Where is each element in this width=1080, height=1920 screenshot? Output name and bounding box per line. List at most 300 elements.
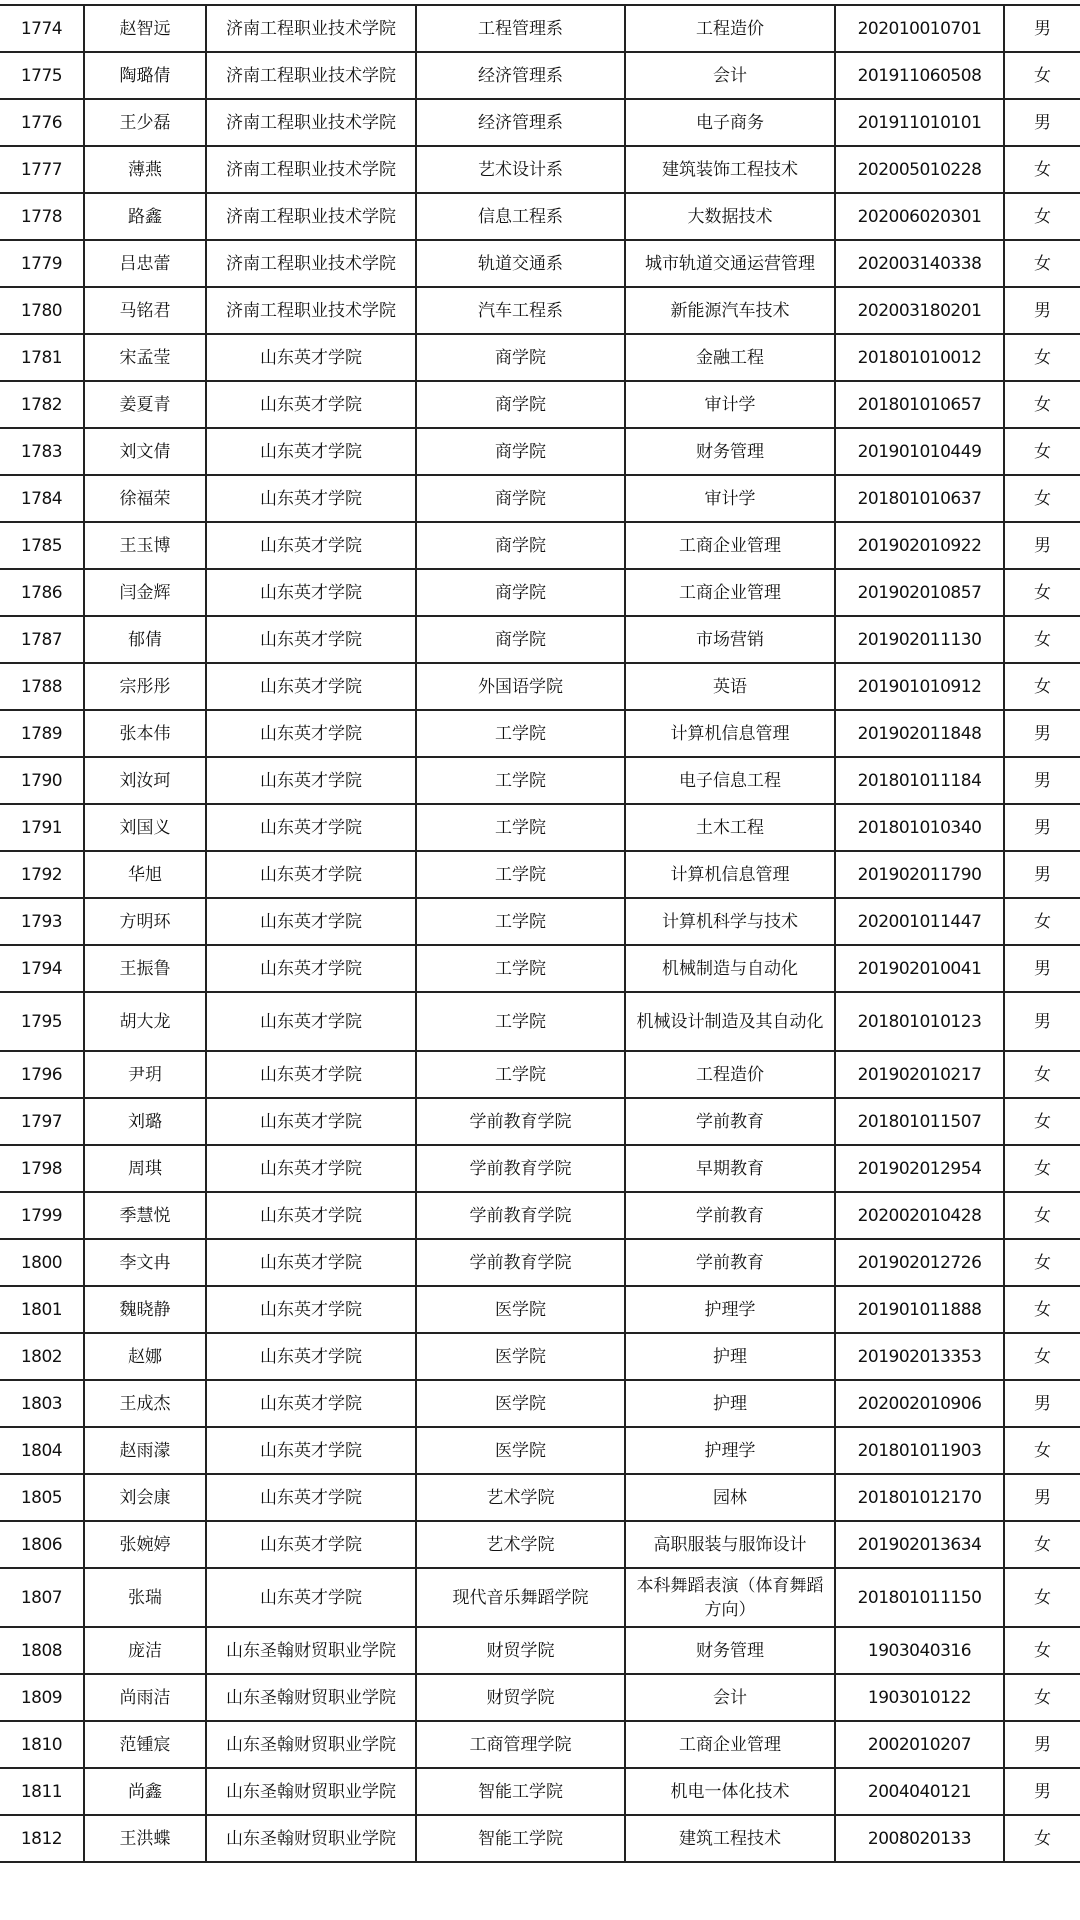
row-number-cell: 1798 bbox=[0, 1145, 84, 1192]
table-row bbox=[0, 240, 1080, 287]
row-number-cell: 1794 bbox=[0, 945, 84, 992]
major-cell: 机械制造与自动化 bbox=[625, 945, 835, 992]
school-cell: 山东英才学院 bbox=[206, 1098, 416, 1145]
department-cell: 信息工程系 bbox=[416, 193, 625, 240]
school-cell: 山东英才学院 bbox=[206, 898, 416, 945]
student-id-cell: 201801010012 bbox=[835, 334, 1004, 381]
table-row bbox=[0, 851, 1080, 898]
student-name-cell: 周琪 bbox=[84, 1145, 206, 1192]
student-name-cell: 闫金辉 bbox=[84, 569, 206, 616]
department-cell: 商学院 bbox=[416, 616, 625, 663]
student-name-cell: 姜夏青 bbox=[84, 381, 206, 428]
department-cell: 工学院 bbox=[416, 898, 625, 945]
student-name-cell: 魏晓静 bbox=[84, 1286, 206, 1333]
major-cell: 审计学 bbox=[625, 381, 835, 428]
major-cell: 学前教育 bbox=[625, 1192, 835, 1239]
major-cell: 会计 bbox=[625, 1674, 835, 1721]
table-row bbox=[0, 1380, 1080, 1427]
gender-cell: 女 bbox=[1004, 569, 1080, 616]
gender-cell: 女 bbox=[1004, 1333, 1080, 1380]
student-name-cell: 宗彤彤 bbox=[84, 663, 206, 710]
school-cell: 山东英才学院 bbox=[206, 1568, 416, 1627]
student-id-cell: 201902012726 bbox=[835, 1239, 1004, 1286]
major-cell: 土木工程 bbox=[625, 804, 835, 851]
student-id-cell: 2008020133 bbox=[835, 1815, 1004, 1862]
gender-cell: 女 bbox=[1004, 1239, 1080, 1286]
student-name-cell: 刘汝珂 bbox=[84, 757, 206, 804]
student-id-cell: 201801012170 bbox=[835, 1474, 1004, 1521]
table-row bbox=[0, 1768, 1080, 1815]
row-number-cell: 1782 bbox=[0, 381, 84, 428]
student-name-cell: 庞洁 bbox=[84, 1627, 206, 1674]
student-name-cell: 赵智远 bbox=[84, 5, 206, 52]
row-number-cell: 1806 bbox=[0, 1521, 84, 1568]
department-cell: 商学院 bbox=[416, 569, 625, 616]
major-cell: 高职服装与服饰设计 bbox=[625, 1521, 835, 1568]
gender-cell: 男 bbox=[1004, 804, 1080, 851]
gender-cell: 男 bbox=[1004, 710, 1080, 757]
table-row bbox=[0, 898, 1080, 945]
table-row bbox=[0, 52, 1080, 99]
department-cell: 商学院 bbox=[416, 334, 625, 381]
row-number-cell: 1797 bbox=[0, 1098, 84, 1145]
table-row bbox=[0, 710, 1080, 757]
student-name-cell: 刘会康 bbox=[84, 1474, 206, 1521]
school-cell: 山东英才学院 bbox=[206, 1239, 416, 1286]
row-number-cell: 1807 bbox=[0, 1568, 84, 1627]
major-cell: 工商企业管理 bbox=[625, 522, 835, 569]
department-cell: 艺术学院 bbox=[416, 1521, 625, 1568]
row-number-cell: 1791 bbox=[0, 804, 84, 851]
row-number-cell: 1786 bbox=[0, 569, 84, 616]
student-id-cell: 201902011130 bbox=[835, 616, 1004, 663]
department-cell: 艺术学院 bbox=[416, 1474, 625, 1521]
department-cell: 学前教育学院 bbox=[416, 1145, 625, 1192]
school-cell: 济南工程职业技术学院 bbox=[206, 99, 416, 146]
row-number-cell: 1788 bbox=[0, 663, 84, 710]
gender-cell: 女 bbox=[1004, 1568, 1080, 1627]
student-id-cell: 202005010228 bbox=[835, 146, 1004, 193]
gender-cell: 女 bbox=[1004, 381, 1080, 428]
student-id-cell: 201911060508 bbox=[835, 52, 1004, 99]
department-cell: 现代音乐舞蹈学院 bbox=[416, 1568, 625, 1627]
student-id-cell: 202002010906 bbox=[835, 1380, 1004, 1427]
major-cell: 财务管理 bbox=[625, 428, 835, 475]
department-cell: 汽车工程系 bbox=[416, 287, 625, 334]
major-cell: 早期教育 bbox=[625, 1145, 835, 1192]
student-id-cell: 201801011150 bbox=[835, 1568, 1004, 1627]
school-cell: 山东圣翰财贸职业学院 bbox=[206, 1721, 416, 1768]
major-cell: 会计 bbox=[625, 52, 835, 99]
student-name-cell: 薄燕 bbox=[84, 146, 206, 193]
major-cell: 学前教育 bbox=[625, 1098, 835, 1145]
school-cell: 山东英才学院 bbox=[206, 1474, 416, 1521]
school-cell: 山东英才学院 bbox=[206, 1145, 416, 1192]
school-cell: 山东英才学院 bbox=[206, 1051, 416, 1098]
major-cell: 工程造价 bbox=[625, 5, 835, 52]
department-cell: 工学院 bbox=[416, 757, 625, 804]
table-row bbox=[0, 992, 1080, 1051]
row-number-cell: 1804 bbox=[0, 1427, 84, 1474]
major-cell: 学前教育 bbox=[625, 1239, 835, 1286]
row-number-cell: 1775 bbox=[0, 52, 84, 99]
table-row bbox=[0, 381, 1080, 428]
major-cell: 电子信息工程 bbox=[625, 757, 835, 804]
major-cell: 电子商务 bbox=[625, 99, 835, 146]
gender-cell: 女 bbox=[1004, 1627, 1080, 1674]
row-number-cell: 1805 bbox=[0, 1474, 84, 1521]
student-name-cell: 尚雨洁 bbox=[84, 1674, 206, 1721]
table-row bbox=[0, 146, 1080, 193]
major-cell: 护理 bbox=[625, 1380, 835, 1427]
school-cell: 山东英才学院 bbox=[206, 1192, 416, 1239]
gender-cell: 女 bbox=[1004, 475, 1080, 522]
student-id-cell: 201901010449 bbox=[835, 428, 1004, 475]
student-id-cell: 201801011184 bbox=[835, 757, 1004, 804]
gender-cell: 男 bbox=[1004, 5, 1080, 52]
department-cell: 工学院 bbox=[416, 804, 625, 851]
department-cell: 轨道交通系 bbox=[416, 240, 625, 287]
gender-cell: 男 bbox=[1004, 99, 1080, 146]
table-row bbox=[0, 1051, 1080, 1098]
gender-cell: 男 bbox=[1004, 287, 1080, 334]
table-row bbox=[0, 1721, 1080, 1768]
student-id-cell: 201902010041 bbox=[835, 945, 1004, 992]
major-cell: 建筑装饰工程技术 bbox=[625, 146, 835, 193]
major-cell: 计算机科学与技术 bbox=[625, 898, 835, 945]
school-cell: 济南工程职业技术学院 bbox=[206, 146, 416, 193]
major-cell: 建筑工程技术 bbox=[625, 1815, 835, 1862]
gender-cell: 女 bbox=[1004, 1286, 1080, 1333]
row-number-cell: 1808 bbox=[0, 1627, 84, 1674]
table-row bbox=[0, 1674, 1080, 1721]
department-cell: 经济管理系 bbox=[416, 99, 625, 146]
row-number-cell: 1780 bbox=[0, 287, 84, 334]
department-cell: 智能工学院 bbox=[416, 1815, 625, 1862]
department-cell: 商学院 bbox=[416, 522, 625, 569]
major-cell: 新能源汽车技术 bbox=[625, 287, 835, 334]
student-id-cell: 201902010922 bbox=[835, 522, 1004, 569]
table-row bbox=[0, 287, 1080, 334]
row-number-cell: 1789 bbox=[0, 710, 84, 757]
row-number-cell: 1777 bbox=[0, 146, 84, 193]
table-row bbox=[0, 475, 1080, 522]
department-cell: 学前教育学院 bbox=[416, 1098, 625, 1145]
department-cell: 商学院 bbox=[416, 428, 625, 475]
table-row bbox=[0, 945, 1080, 992]
row-number-cell: 1812 bbox=[0, 1815, 84, 1862]
gender-cell: 男 bbox=[1004, 1380, 1080, 1427]
major-cell: 金融工程 bbox=[625, 334, 835, 381]
gender-cell: 男 bbox=[1004, 1768, 1080, 1815]
school-cell: 山东英才学院 bbox=[206, 1380, 416, 1427]
gender-cell: 男 bbox=[1004, 1474, 1080, 1521]
major-cell: 园林 bbox=[625, 1474, 835, 1521]
gender-cell: 女 bbox=[1004, 240, 1080, 287]
school-cell: 山东圣翰财贸职业学院 bbox=[206, 1674, 416, 1721]
gender-cell: 女 bbox=[1004, 663, 1080, 710]
major-cell: 护理 bbox=[625, 1333, 835, 1380]
department-cell: 商学院 bbox=[416, 475, 625, 522]
table-row bbox=[0, 1333, 1080, 1380]
student-name-cell: 方明环 bbox=[84, 898, 206, 945]
major-cell: 工程造价 bbox=[625, 1051, 835, 1098]
student-name-cell: 路鑫 bbox=[84, 193, 206, 240]
department-cell: 外国语学院 bbox=[416, 663, 625, 710]
gender-cell: 女 bbox=[1004, 52, 1080, 99]
school-cell: 山东英才学院 bbox=[206, 569, 416, 616]
department-cell: 工学院 bbox=[416, 851, 625, 898]
major-cell: 本科舞蹈表演（体育舞蹈方向） bbox=[625, 1568, 835, 1627]
row-number-cell: 1811 bbox=[0, 1768, 84, 1815]
student-id-cell: 201801011507 bbox=[835, 1098, 1004, 1145]
student-id-cell: 2002010207 bbox=[835, 1721, 1004, 1768]
student-name-cell: 尚鑫 bbox=[84, 1768, 206, 1815]
school-cell: 山东英才学院 bbox=[206, 1427, 416, 1474]
department-cell: 工商管理学院 bbox=[416, 1721, 625, 1768]
table-row bbox=[0, 757, 1080, 804]
table-row bbox=[0, 99, 1080, 146]
table-row bbox=[0, 334, 1080, 381]
student-name-cell: 华旭 bbox=[84, 851, 206, 898]
table-row bbox=[0, 1568, 1080, 1627]
gender-cell: 男 bbox=[1004, 1721, 1080, 1768]
school-cell: 济南工程职业技术学院 bbox=[206, 240, 416, 287]
school-cell: 山东英才学院 bbox=[206, 757, 416, 804]
student-id-cell: 201902012954 bbox=[835, 1145, 1004, 1192]
gender-cell: 男 bbox=[1004, 522, 1080, 569]
school-cell: 山东圣翰财贸职业学院 bbox=[206, 1815, 416, 1862]
major-cell: 护理学 bbox=[625, 1427, 835, 1474]
table-row bbox=[0, 522, 1080, 569]
student-id-cell: 201902010217 bbox=[835, 1051, 1004, 1098]
student-id-cell: 201902011848 bbox=[835, 710, 1004, 757]
school-cell: 济南工程职业技术学院 bbox=[206, 52, 416, 99]
student-id-cell: 201801010123 bbox=[835, 992, 1004, 1051]
major-cell: 大数据技术 bbox=[625, 193, 835, 240]
student-name-cell: 王少磊 bbox=[84, 99, 206, 146]
major-cell: 财务管理 bbox=[625, 1627, 835, 1674]
gender-cell: 女 bbox=[1004, 428, 1080, 475]
gender-cell: 女 bbox=[1004, 1674, 1080, 1721]
gender-cell: 女 bbox=[1004, 898, 1080, 945]
student-name-cell: 郁倩 bbox=[84, 616, 206, 663]
row-number-cell: 1776 bbox=[0, 99, 84, 146]
student-name-cell: 胡大龙 bbox=[84, 992, 206, 1051]
major-cell: 护理学 bbox=[625, 1286, 835, 1333]
department-cell: 财贸学院 bbox=[416, 1674, 625, 1721]
student-name-cell: 王洪蝶 bbox=[84, 1815, 206, 1862]
student-id-cell: 201911010101 bbox=[835, 99, 1004, 146]
department-cell: 智能工学院 bbox=[416, 1768, 625, 1815]
student-name-cell: 徐福荣 bbox=[84, 475, 206, 522]
row-number-cell: 1774 bbox=[0, 5, 84, 52]
table-row bbox=[0, 1427, 1080, 1474]
school-cell: 济南工程职业技术学院 bbox=[206, 287, 416, 334]
table-row bbox=[0, 1521, 1080, 1568]
department-cell: 工学院 bbox=[416, 992, 625, 1051]
table-row bbox=[0, 1192, 1080, 1239]
school-cell: 山东英才学院 bbox=[206, 1333, 416, 1380]
school-cell: 山东英才学院 bbox=[206, 804, 416, 851]
school-cell: 山东英才学院 bbox=[206, 1521, 416, 1568]
row-number-cell: 1779 bbox=[0, 240, 84, 287]
school-cell: 山东英才学院 bbox=[206, 475, 416, 522]
gender-cell: 女 bbox=[1004, 1427, 1080, 1474]
department-cell: 商学院 bbox=[416, 381, 625, 428]
student-name-cell: 范锺宸 bbox=[84, 1721, 206, 1768]
student-id-cell: 201801010657 bbox=[835, 381, 1004, 428]
student-id-cell: 201901010912 bbox=[835, 663, 1004, 710]
department-cell: 工学院 bbox=[416, 710, 625, 757]
row-number-cell: 1785 bbox=[0, 522, 84, 569]
gender-cell: 男 bbox=[1004, 992, 1080, 1051]
row-number-cell: 1801 bbox=[0, 1286, 84, 1333]
school-cell: 山东英才学院 bbox=[206, 945, 416, 992]
school-cell: 山东英才学院 bbox=[206, 428, 416, 475]
student-name-cell: 刘璐 bbox=[84, 1098, 206, 1145]
school-cell: 山东英才学院 bbox=[206, 381, 416, 428]
school-cell: 济南工程职业技术学院 bbox=[206, 193, 416, 240]
student-id-cell: 201901011888 bbox=[835, 1286, 1004, 1333]
student-id-cell: 202010010701 bbox=[835, 5, 1004, 52]
school-cell: 山东英才学院 bbox=[206, 663, 416, 710]
department-cell: 财贸学院 bbox=[416, 1627, 625, 1674]
student-id-cell: 1903010122 bbox=[835, 1674, 1004, 1721]
row-number-cell: 1781 bbox=[0, 334, 84, 381]
student-name-cell: 王成杰 bbox=[84, 1380, 206, 1427]
gender-cell: 男 bbox=[1004, 945, 1080, 992]
student-list-table bbox=[0, 4, 1080, 1863]
row-number-cell: 1803 bbox=[0, 1380, 84, 1427]
row-number-cell: 1792 bbox=[0, 851, 84, 898]
table-row bbox=[0, 1098, 1080, 1145]
school-cell: 山东英才学院 bbox=[206, 334, 416, 381]
row-number-cell: 1778 bbox=[0, 193, 84, 240]
student-name-cell: 王玉博 bbox=[84, 522, 206, 569]
department-cell: 医学院 bbox=[416, 1333, 625, 1380]
gender-cell: 女 bbox=[1004, 1192, 1080, 1239]
department-cell: 工学院 bbox=[416, 945, 625, 992]
department-cell: 学前教育学院 bbox=[416, 1239, 625, 1286]
student-name-cell: 张本伟 bbox=[84, 710, 206, 757]
major-cell: 机械设计制造及其自动化 bbox=[625, 992, 835, 1051]
student-id-cell: 201902011790 bbox=[835, 851, 1004, 898]
student-name-cell: 李文冉 bbox=[84, 1239, 206, 1286]
table-row bbox=[0, 1145, 1080, 1192]
gender-cell: 女 bbox=[1004, 1051, 1080, 1098]
school-cell: 山东英才学院 bbox=[206, 710, 416, 757]
row-number-cell: 1795 bbox=[0, 992, 84, 1051]
student-id-cell: 2004040121 bbox=[835, 1768, 1004, 1815]
row-number-cell: 1802 bbox=[0, 1333, 84, 1380]
row-number-cell: 1810 bbox=[0, 1721, 84, 1768]
table-row bbox=[0, 1239, 1080, 1286]
major-cell: 市场营销 bbox=[625, 616, 835, 663]
student-id-cell: 202003180201 bbox=[835, 287, 1004, 334]
row-number-cell: 1787 bbox=[0, 616, 84, 663]
gender-cell: 女 bbox=[1004, 1521, 1080, 1568]
gender-cell: 女 bbox=[1004, 616, 1080, 663]
row-number-cell: 1783 bbox=[0, 428, 84, 475]
department-cell: 艺术设计系 bbox=[416, 146, 625, 193]
gender-cell: 男 bbox=[1004, 851, 1080, 898]
major-cell: 工商企业管理 bbox=[625, 1721, 835, 1768]
student-name-cell: 马铭君 bbox=[84, 287, 206, 334]
school-cell: 山东英才学院 bbox=[206, 522, 416, 569]
department-cell: 医学院 bbox=[416, 1427, 625, 1474]
student-name-cell: 吕忠蕾 bbox=[84, 240, 206, 287]
gender-cell: 女 bbox=[1004, 193, 1080, 240]
student-id-cell: 201801011903 bbox=[835, 1427, 1004, 1474]
table-row bbox=[0, 428, 1080, 475]
department-cell: 工学院 bbox=[416, 1051, 625, 1098]
gender-cell: 女 bbox=[1004, 1098, 1080, 1145]
table-row bbox=[0, 193, 1080, 240]
major-cell: 机电一体化技术 bbox=[625, 1768, 835, 1815]
student-name-cell: 宋孟莹 bbox=[84, 334, 206, 381]
student-id-cell: 1903040316 bbox=[835, 1627, 1004, 1674]
department-cell: 工程管理系 bbox=[416, 5, 625, 52]
student-id-cell: 201902013353 bbox=[835, 1333, 1004, 1380]
student-id-cell: 202006020301 bbox=[835, 193, 1004, 240]
student-name-cell: 陶璐倩 bbox=[84, 52, 206, 99]
row-number-cell: 1784 bbox=[0, 475, 84, 522]
table-row bbox=[0, 1474, 1080, 1521]
table-row bbox=[0, 1815, 1080, 1862]
table-row bbox=[0, 569, 1080, 616]
student-id-cell: 201902010857 bbox=[835, 569, 1004, 616]
student-name-cell: 季慧悦 bbox=[84, 1192, 206, 1239]
school-cell: 山东英才学院 bbox=[206, 851, 416, 898]
student-id-cell: 202002010428 bbox=[835, 1192, 1004, 1239]
table-row bbox=[0, 5, 1080, 52]
student-id-cell: 202001011447 bbox=[835, 898, 1004, 945]
row-number-cell: 1793 bbox=[0, 898, 84, 945]
school-cell: 山东英才学院 bbox=[206, 1286, 416, 1333]
student-name-cell: 刘文倩 bbox=[84, 428, 206, 475]
department-cell: 医学院 bbox=[416, 1380, 625, 1427]
school-cell: 济南工程职业技术学院 bbox=[206, 5, 416, 52]
student-id-cell: 201801010340 bbox=[835, 804, 1004, 851]
student-name-cell: 尹玥 bbox=[84, 1051, 206, 1098]
school-cell: 山东圣翰财贸职业学院 bbox=[206, 1768, 416, 1815]
student-id-cell: 201902013634 bbox=[835, 1521, 1004, 1568]
department-cell: 经济管理系 bbox=[416, 52, 625, 99]
student-name-cell: 张瑞 bbox=[84, 1568, 206, 1627]
gender-cell: 女 bbox=[1004, 146, 1080, 193]
table-row bbox=[0, 663, 1080, 710]
school-cell: 山东圣翰财贸职业学院 bbox=[206, 1627, 416, 1674]
table-row bbox=[0, 1286, 1080, 1333]
major-cell: 审计学 bbox=[625, 475, 835, 522]
major-cell: 城市轨道交通运营管理 bbox=[625, 240, 835, 287]
gender-cell: 女 bbox=[1004, 1815, 1080, 1862]
gender-cell: 女 bbox=[1004, 1145, 1080, 1192]
school-cell: 山东英才学院 bbox=[206, 992, 416, 1051]
row-number-cell: 1790 bbox=[0, 757, 84, 804]
student-id-cell: 202003140338 bbox=[835, 240, 1004, 287]
student-id-cell: 201801010637 bbox=[835, 475, 1004, 522]
student-name-cell: 赵娜 bbox=[84, 1333, 206, 1380]
gender-cell: 男 bbox=[1004, 757, 1080, 804]
table-row bbox=[0, 1627, 1080, 1674]
table-row bbox=[0, 804, 1080, 851]
row-number-cell: 1800 bbox=[0, 1239, 84, 1286]
department-cell: 学前教育学院 bbox=[416, 1192, 625, 1239]
department-cell: 医学院 bbox=[416, 1286, 625, 1333]
table-row bbox=[0, 616, 1080, 663]
